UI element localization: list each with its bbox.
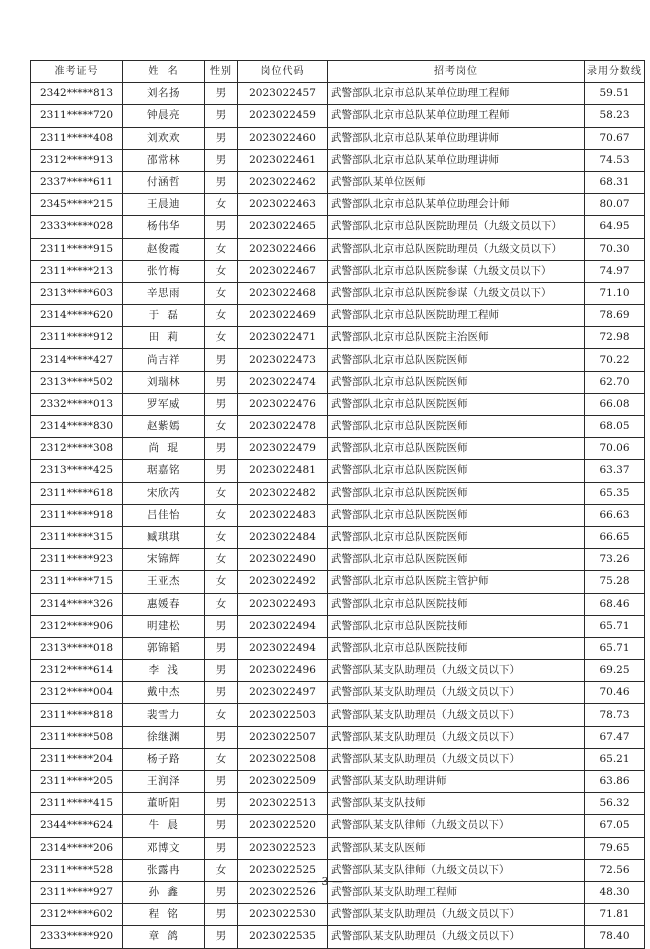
position-code-cell: 2023022462 (238, 171, 328, 193)
position-cell: 武警部队北京市总队医院参谋（九级文员以下） (328, 282, 585, 304)
exam-id-cell: 2311*****912 (31, 327, 123, 349)
name-cell: 钟晨亮 (123, 105, 205, 127)
page-number: — 3 — (307, 875, 343, 888)
position-code-cell: 2023022497 (238, 682, 328, 704)
score-cell: 66.08 (585, 393, 645, 415)
position-code-cell: 2023022468 (238, 282, 328, 304)
gender-cell: 女 (205, 327, 238, 349)
position-cell: 武警部队某支队医师 (328, 837, 585, 859)
exam-id-cell: 2311*****415 (31, 793, 123, 815)
exam-id-cell: 2333*****028 (31, 216, 123, 238)
gender-cell: 男 (205, 837, 238, 859)
gender-cell: 女 (205, 549, 238, 571)
score-cell: 74.53 (585, 149, 645, 171)
header-score-line: 录用分数线 (585, 61, 645, 83)
name-cell: 裴雪力 (123, 704, 205, 726)
position-code-cell: 2023022469 (238, 305, 328, 327)
gender-cell: 男 (205, 660, 238, 682)
table-row (31, 327, 645, 349)
name-cell: 宋欣芮 (123, 482, 205, 504)
table-row (31, 216, 645, 238)
exam-id-cell: 2311*****720 (31, 105, 123, 127)
gender-cell: 女 (205, 238, 238, 260)
gender-cell: 女 (205, 416, 238, 438)
exam-id-cell: 2314*****206 (31, 837, 123, 859)
table-row (31, 282, 645, 304)
gender-cell: 男 (205, 615, 238, 637)
table-row (31, 904, 645, 926)
gender-cell: 女 (205, 748, 238, 770)
position-cell: 武警部队某支队助理员（九级文员以下） (328, 748, 585, 770)
position-cell: 武警部队北京市总队医院医师 (328, 416, 585, 438)
table-row (31, 748, 645, 770)
position-code-cell: 2023022474 (238, 371, 328, 393)
exam-id-cell: 2344*****624 (31, 815, 123, 837)
table-row (31, 194, 645, 216)
table-row (31, 615, 645, 637)
exam-id-cell: 2311*****213 (31, 260, 123, 282)
position-code-cell: 2023022496 (238, 660, 328, 682)
table-row (31, 793, 645, 815)
name-cell: 董昕阳 (123, 793, 205, 815)
position-code-cell: 2023022507 (238, 726, 328, 748)
score-cell: 66.65 (585, 526, 645, 548)
position-cell: 武警部队北京市总队医院主治医师 (328, 327, 585, 349)
table-row (31, 127, 645, 149)
exam-id-cell: 2312*****614 (31, 660, 123, 682)
position-cell: 武警部队北京市总队医院技师 (328, 593, 585, 615)
position-code-cell: 2023022459 (238, 105, 328, 127)
table-row (31, 482, 645, 504)
table-row (31, 571, 645, 593)
gender-cell: 男 (205, 349, 238, 371)
gender-cell: 女 (205, 526, 238, 548)
name-cell: 杨伟华 (123, 216, 205, 238)
table-row (31, 438, 645, 460)
table-row (31, 549, 645, 571)
name-cell: 王润泽 (123, 771, 205, 793)
position-code-cell: 2023022473 (238, 349, 328, 371)
exam-id-cell: 2312*****308 (31, 438, 123, 460)
position-code-cell: 2023022457 (238, 83, 328, 105)
position-cell: 武警部队某支队助理员（九级文员以下） (328, 682, 585, 704)
position-cell: 武警部队北京市总队医院助理工程师 (328, 305, 585, 327)
gender-cell: 男 (205, 149, 238, 171)
exam-id-cell: 2311*****205 (31, 771, 123, 793)
position-cell: 武警部队某支队助理员（九级文员以下） (328, 926, 585, 948)
score-cell: 58.23 (585, 105, 645, 127)
score-cell: 63.37 (585, 460, 645, 482)
admission-score-table-container (30, 60, 644, 949)
name-cell: 刘欢欢 (123, 127, 205, 149)
position-code-cell: 2023022525 (238, 859, 328, 881)
gender-cell: 男 (205, 438, 238, 460)
exam-id-cell: 2332*****013 (31, 393, 123, 415)
position-cell: 武警部队北京市总队医院医师 (328, 460, 585, 482)
position-code-cell: 2023022471 (238, 327, 328, 349)
position-cell: 武警部队北京市总队医院技师 (328, 637, 585, 659)
name-cell: 戴中杰 (123, 682, 205, 704)
exam-id-cell: 2313*****603 (31, 282, 123, 304)
position-cell: 武警部队某支队技师 (328, 793, 585, 815)
exam-id-cell: 2311*****927 (31, 881, 123, 903)
table-row (31, 260, 645, 282)
score-cell: 79.65 (585, 837, 645, 859)
score-cell: 56.32 (585, 793, 645, 815)
position-cell: 武警部队某支队助理员（九级文员以下） (328, 904, 585, 926)
table-row (31, 815, 645, 837)
table-header-row (31, 61, 645, 83)
exam-id-cell: 2312*****913 (31, 149, 123, 171)
score-cell: 71.81 (585, 904, 645, 926)
position-cell: 武警部队北京市总队医院主管护师 (328, 571, 585, 593)
position-cell: 武警部队北京市总队医院参谋（九级文员以下） (328, 260, 585, 282)
gender-cell: 男 (205, 815, 238, 837)
score-cell: 78.69 (585, 305, 645, 327)
gender-cell: 女 (205, 859, 238, 881)
name-cell: 付涵哲 (123, 171, 205, 193)
position-cell: 武警部队北京市总队某单位助理讲师 (328, 127, 585, 149)
score-cell: 73.26 (585, 549, 645, 571)
exam-id-cell: 2311*****508 (31, 726, 123, 748)
gender-cell: 女 (205, 482, 238, 504)
exam-id-cell: 2312*****602 (31, 904, 123, 926)
position-cell: 武警部队某支队助理员（九级文员以下） (328, 704, 585, 726)
position-code-cell: 2023022493 (238, 593, 328, 615)
position-cell: 武警部队某支队律师（九级文员以下） (328, 815, 585, 837)
position-code-cell: 2023022490 (238, 549, 328, 571)
position-code-cell: 2023022508 (238, 748, 328, 770)
position-cell: 武警部队北京市总队医院医师 (328, 504, 585, 526)
gender-cell: 男 (205, 904, 238, 926)
gender-cell: 男 (205, 793, 238, 815)
exam-id-cell: 2314*****620 (31, 305, 123, 327)
gender-cell: 男 (205, 682, 238, 704)
exam-id-cell: 2314*****326 (31, 593, 123, 615)
position-code-cell: 2023022494 (238, 615, 328, 637)
score-cell: 74.97 (585, 260, 645, 282)
score-cell: 70.30 (585, 238, 645, 260)
position-code-cell: 2023022466 (238, 238, 328, 260)
position-cell: 武警部队北京市总队某单位助理工程师 (328, 105, 585, 127)
score-cell: 64.95 (585, 216, 645, 238)
header-position-code: 岗位代码 (238, 61, 328, 83)
gender-cell: 女 (205, 282, 238, 304)
score-cell: 70.67 (585, 127, 645, 149)
table-row (31, 83, 645, 105)
gender-cell: 男 (205, 127, 238, 149)
score-cell: 70.06 (585, 438, 645, 460)
name-cell: 臧琪琪 (123, 526, 205, 548)
table-row (31, 149, 645, 171)
exam-id-cell: 2311*****315 (31, 526, 123, 548)
header-position: 招考岗位 (328, 61, 585, 83)
gender-cell: 男 (205, 881, 238, 903)
gender-cell: 男 (205, 726, 238, 748)
gender-cell: 男 (205, 393, 238, 415)
position-code-cell: 2023022465 (238, 216, 328, 238)
name-cell: 孙 鑫 (123, 881, 205, 903)
position-code-cell: 2023022476 (238, 393, 328, 415)
exam-id-cell: 2333*****920 (31, 926, 123, 948)
position-code-cell: 2023022523 (238, 837, 328, 859)
score-cell: 78.73 (585, 704, 645, 726)
exam-id-cell: 2314*****830 (31, 416, 123, 438)
exam-id-cell: 2311*****204 (31, 748, 123, 770)
table-row (31, 726, 645, 748)
name-cell: 田 莉 (123, 327, 205, 349)
header-gender: 性别 (205, 61, 238, 83)
name-cell: 牛 晨 (123, 815, 205, 837)
gender-cell: 女 (205, 260, 238, 282)
exam-id-cell: 2313*****425 (31, 460, 123, 482)
position-cell: 武警部队北京市总队医院医师 (328, 371, 585, 393)
score-cell: 65.71 (585, 637, 645, 659)
table-row (31, 771, 645, 793)
gender-cell: 女 (205, 504, 238, 526)
name-cell: 琚嘉铭 (123, 460, 205, 482)
score-cell: 78.40 (585, 926, 645, 948)
name-cell: 邵常林 (123, 149, 205, 171)
position-code-cell: 2023022481 (238, 460, 328, 482)
score-cell: 67.05 (585, 815, 645, 837)
score-cell: 72.56 (585, 859, 645, 881)
name-cell: 杨子路 (123, 748, 205, 770)
score-cell: 70.22 (585, 349, 645, 371)
score-cell: 75.28 (585, 571, 645, 593)
table-row (31, 526, 645, 548)
gender-cell: 男 (205, 105, 238, 127)
position-code-cell: 2023022467 (238, 260, 328, 282)
gender-cell: 女 (205, 194, 238, 216)
score-cell: 68.46 (585, 593, 645, 615)
score-cell: 63.86 (585, 771, 645, 793)
position-cell: 武警部队北京市总队某单位助理讲师 (328, 149, 585, 171)
score-cell: 65.21 (585, 748, 645, 770)
position-code-cell: 2023022520 (238, 815, 328, 837)
exam-id-cell: 2311*****618 (31, 482, 123, 504)
position-code-cell: 2023022483 (238, 504, 328, 526)
exam-id-cell: 2337*****611 (31, 171, 123, 193)
name-cell: 李 浅 (123, 660, 205, 682)
exam-id-cell: 2311*****715 (31, 571, 123, 593)
exam-id-cell: 2312*****004 (31, 682, 123, 704)
exam-id-cell: 2311*****915 (31, 238, 123, 260)
gender-cell: 男 (205, 771, 238, 793)
position-code-cell: 2023022484 (238, 526, 328, 548)
name-cell: 王晨迪 (123, 194, 205, 216)
name-cell: 章 鸽 (123, 926, 205, 948)
position-cell: 武警部队某支队助理员（九级文员以下） (328, 660, 585, 682)
score-cell: 69.25 (585, 660, 645, 682)
position-code-cell: 2023022482 (238, 482, 328, 504)
gender-cell: 女 (205, 593, 238, 615)
table-row (31, 105, 645, 127)
exam-id-cell: 2311*****528 (31, 859, 123, 881)
name-cell: 程 铭 (123, 904, 205, 926)
table-row (31, 305, 645, 327)
position-code-cell: 2023022479 (238, 438, 328, 460)
position-cell: 武警部队北京市总队医院助理员（九级文员以下） (328, 216, 585, 238)
name-cell: 郭锦韬 (123, 637, 205, 659)
table-row (31, 238, 645, 260)
name-cell: 刘名扬 (123, 83, 205, 105)
gender-cell: 男 (205, 216, 238, 238)
position-cell: 武警部队北京市总队医院医师 (328, 393, 585, 415)
table-row (31, 460, 645, 482)
position-code-cell: 2023022461 (238, 149, 328, 171)
gender-cell: 男 (205, 83, 238, 105)
position-code-cell: 2023022492 (238, 571, 328, 593)
position-code-cell: 2023022513 (238, 793, 328, 815)
table-row (31, 637, 645, 659)
position-code-cell: 2023022463 (238, 194, 328, 216)
position-cell: 武警部队北京市总队医院技师 (328, 615, 585, 637)
exam-id-cell: 2311*****818 (31, 704, 123, 726)
table-row (31, 926, 645, 948)
exam-id-cell: 2345*****215 (31, 194, 123, 216)
score-cell: 65.35 (585, 482, 645, 504)
score-cell: 59.51 (585, 83, 645, 105)
exam-id-cell: 2313*****502 (31, 371, 123, 393)
table-row (31, 171, 645, 193)
position-cell: 武警部队某支队助理工程师 (328, 881, 585, 903)
score-cell: 48.30 (585, 881, 645, 903)
position-cell: 武警部队某支队助理讲师 (328, 771, 585, 793)
name-cell: 辛思雨 (123, 282, 205, 304)
table-row (31, 371, 645, 393)
exam-id-cell: 2311*****408 (31, 127, 123, 149)
name-cell: 尚 琨 (123, 438, 205, 460)
name-cell: 邓博文 (123, 837, 205, 859)
name-cell: 赵紫嫣 (123, 416, 205, 438)
gender-cell: 男 (205, 926, 238, 948)
table-row (31, 504, 645, 526)
name-cell: 赵俊霞 (123, 238, 205, 260)
position-cell: 武警部队某支队助理员（九级文员以下） (328, 726, 585, 748)
position-cell: 武警部队北京市总队某单位助理工程师 (328, 83, 585, 105)
position-cell: 武警部队北京市总队医院医师 (328, 549, 585, 571)
name-cell: 刘瑞林 (123, 371, 205, 393)
position-cell: 武警部队北京市总队医院助理员（九级文员以下） (328, 238, 585, 260)
score-cell: 66.63 (585, 504, 645, 526)
gender-cell: 女 (205, 305, 238, 327)
position-cell: 武警部队某单位医师 (328, 171, 585, 193)
name-cell: 于 磊 (123, 305, 205, 327)
position-code-cell: 2023022535 (238, 926, 328, 948)
table-row (31, 349, 645, 371)
position-code-cell: 2023022494 (238, 637, 328, 659)
table-row (31, 593, 645, 615)
name-cell: 尚吉祥 (123, 349, 205, 371)
position-code-cell: 2023022478 (238, 416, 328, 438)
gender-cell: 男 (205, 637, 238, 659)
position-cell: 武警部队北京市总队医院医师 (328, 438, 585, 460)
name-cell: 惠媛春 (123, 593, 205, 615)
gender-cell: 女 (205, 704, 238, 726)
position-cell: 武警部队北京市总队医院医师 (328, 349, 585, 371)
exam-id-cell: 2313*****018 (31, 637, 123, 659)
exam-id-cell: 2311*****923 (31, 549, 123, 571)
name-cell: 徐继渊 (123, 726, 205, 748)
table-row (31, 682, 645, 704)
name-cell: 王亚杰 (123, 571, 205, 593)
name-cell: 明建松 (123, 615, 205, 637)
position-code-cell: 2023022503 (238, 704, 328, 726)
exam-id-cell: 2342*****813 (31, 83, 123, 105)
score-cell: 68.05 (585, 416, 645, 438)
score-cell: 72.98 (585, 327, 645, 349)
position-cell: 武警部队北京市总队医院医师 (328, 482, 585, 504)
gender-cell: 男 (205, 460, 238, 482)
name-cell: 吕佳怡 (123, 504, 205, 526)
header-name: 姓 名 (123, 61, 205, 83)
score-cell: 67.47 (585, 726, 645, 748)
table-body (31, 83, 645, 948)
score-cell: 62.70 (585, 371, 645, 393)
score-cell: 71.10 (585, 282, 645, 304)
table-row (31, 416, 645, 438)
position-cell: 武警部队北京市总队医院医师 (328, 526, 585, 548)
score-cell: 65.71 (585, 615, 645, 637)
name-cell: 宋锦辉 (123, 549, 205, 571)
table-row (31, 837, 645, 859)
position-code-cell: 2023022526 (238, 881, 328, 903)
exam-id-cell: 2311*****918 (31, 504, 123, 526)
position-code-cell: 2023022460 (238, 127, 328, 149)
name-cell: 张露冉 (123, 859, 205, 881)
gender-cell: 男 (205, 171, 238, 193)
position-code-cell: 2023022509 (238, 771, 328, 793)
header-exam-id: 准考证号 (31, 61, 123, 83)
name-cell: 张竹梅 (123, 260, 205, 282)
position-code-cell: 2023022530 (238, 904, 328, 926)
score-cell: 70.46 (585, 682, 645, 704)
exam-id-cell: 2312*****906 (31, 615, 123, 637)
admission-score-table (30, 60, 645, 949)
exam-id-cell: 2314*****427 (31, 349, 123, 371)
gender-cell: 男 (205, 371, 238, 393)
gender-cell: 女 (205, 571, 238, 593)
position-cell: 武警部队北京市总队某单位助理会计师 (328, 194, 585, 216)
position-cell: 武警部队某支队律师（九级文员以下） (328, 859, 585, 881)
score-cell: 80.07 (585, 194, 645, 216)
table-row (31, 704, 645, 726)
name-cell: 罗军威 (123, 393, 205, 415)
score-cell: 68.31 (585, 171, 645, 193)
table-row (31, 393, 645, 415)
table-row (31, 660, 645, 682)
